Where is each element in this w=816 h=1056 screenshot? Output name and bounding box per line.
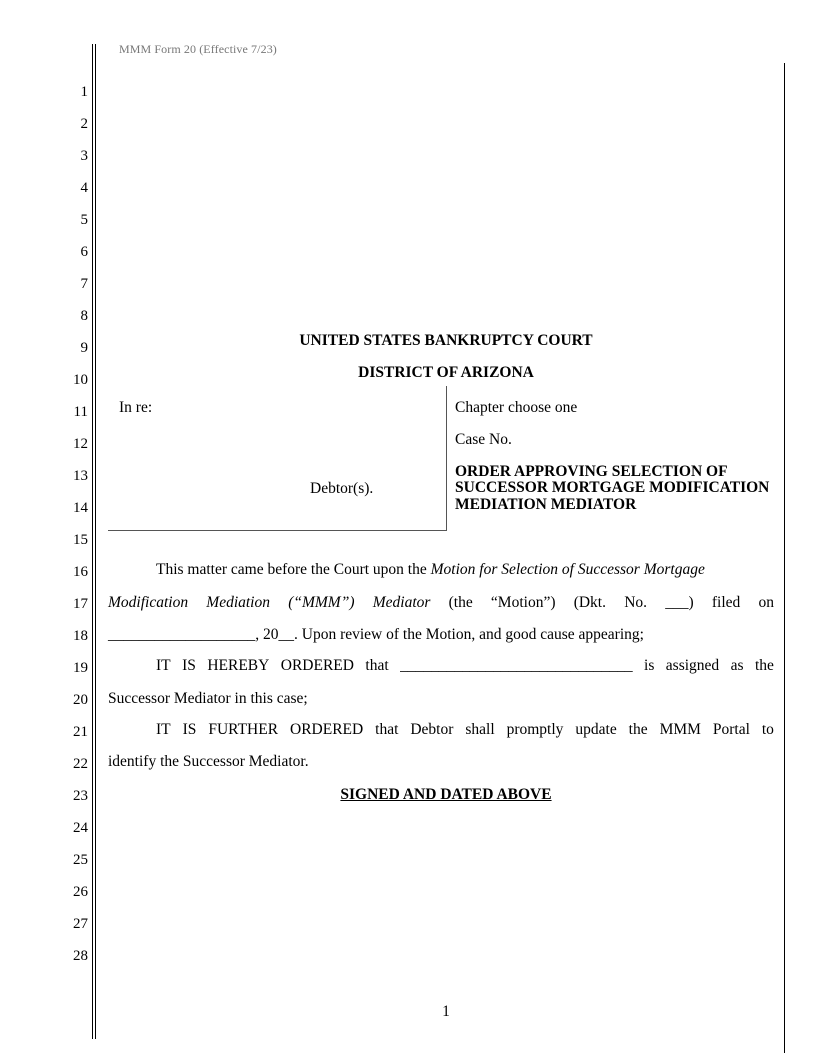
word: IS [182,657,196,674]
caption-debtor: Debtor(s). [310,480,374,497]
word: MMM [659,721,701,738]
paragraph-1-line-2 [108,594,774,612]
line-number: 5 [80,212,88,228]
line-number: 22 [73,756,88,772]
caption-case-no: Case No. [455,431,512,448]
line-number: 13 [73,468,88,484]
order-title: ORDER APPROVING SELECTION OF SUCCESSOR MORTGAGE MODIFICATION MEDIATION MEDIATOR [455,463,770,513]
line-number: 12 [73,436,88,452]
line-number: 21 [73,724,88,740]
word: No. [624,594,648,611]
word: Portal [712,721,750,738]
paragraph-3-line-2: identify the Successor Mediator. [108,753,309,770]
court-district: DISTRICT OF ARIZONA [358,364,534,381]
word: as [730,657,744,674]
line-number: 14 [73,500,88,516]
word: ORDERED [290,721,364,738]
caption-vertical-rule [446,386,447,531]
word: Debtor [410,721,454,738]
line-number: 28 [73,948,88,964]
word: IT [156,721,171,738]
signature-text: SIGNED AND DATED ABOVE [340,786,552,803]
word: HEREBY [207,657,270,674]
word: that [365,657,389,674]
p1-l1-text: This matter came before the Court upon the [156,561,431,578]
line-number: 20 [73,692,88,708]
word: filed [711,594,741,611]
word: to [761,721,774,738]
word: “Motion”) [490,594,556,611]
line-number: 17 [73,596,88,612]
line-number: 25 [73,852,88,868]
word: ORDERED [280,657,354,674]
caption-bottom-rule [108,530,446,531]
paragraph-1-line-3: ___________________, 20__. Upon review of the Motion, and good cause appearing; [108,626,644,643]
word: Modification [108,594,189,611]
caption-in-re: In re: [119,399,153,416]
word: update [575,721,617,738]
court-name: UNITED STATES BANKRUPTCY COURT [299,332,593,349]
word: assigned [665,657,720,674]
word: that [375,721,399,738]
line-number: 19 [73,660,88,676]
line-number: 26 [73,884,88,900]
word: ______________________________ [400,657,633,674]
word: the [754,657,774,674]
word: IT [156,657,171,674]
paragraph-2-line-2: Successor Mediator in this case; [108,690,308,707]
word: (“MMM”) [288,594,355,611]
line-number: 15 [73,532,88,548]
caption-chapter: Chapter choose one [455,399,578,416]
line-number: 4 [80,180,88,196]
word: on [758,594,774,611]
word: (the [448,594,473,611]
line-number: 3 [80,148,88,164]
motion-title-italic: Motion for Selection of Successor Mortgage [430,561,705,578]
paragraph-1-line-1 [156,561,705,579]
line-number: 23 [73,788,88,804]
paragraph-3-line-1 [156,721,774,739]
form-header: MMM Form 20 (Effective 7/23) [119,42,277,56]
word: ___) [665,594,694,611]
right-margin-rule [784,63,785,1053]
line-number: 9 [80,340,88,356]
word: shall [465,721,495,738]
line-number: 1 [80,84,88,100]
line-number: 6 [80,244,88,260]
word: the [628,721,648,738]
word: is [644,657,655,674]
line-number: 10 [73,372,88,388]
word: (Dkt. [573,594,606,611]
line-number: 11 [73,404,88,420]
line-number: 18 [73,628,88,644]
line-number: 8 [80,308,88,324]
word: IS [182,721,197,738]
line-number: 16 [73,564,88,580]
left-margin-rule [92,44,93,1039]
word: promptly [506,721,564,738]
line-number: 24 [73,820,88,836]
paragraph-2-line-1 [156,657,774,675]
page-number: 1 [442,1003,450,1020]
word: FURTHER [208,721,279,738]
line-number: 27 [73,916,88,932]
signature-line [108,786,784,804]
word: Mediation [206,594,270,611]
line-number: 2 [80,116,88,132]
line-number: 7 [80,276,88,292]
word: Mediator [372,594,431,611]
